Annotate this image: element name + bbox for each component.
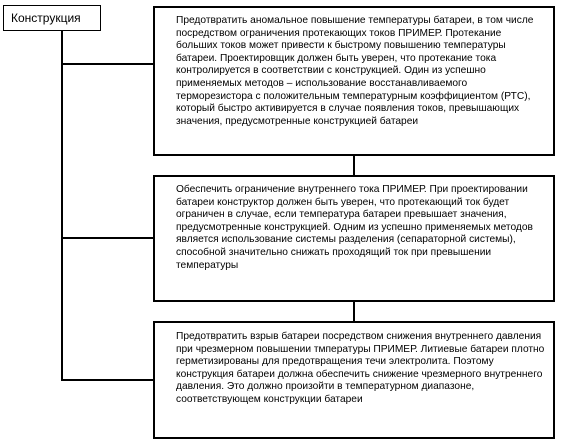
requirement-box-2 — [153, 175, 555, 302]
requirement-text-3: Предотвратить взрыв батареи посредством снижения внутреннего давления при чрезмерном повышении тмпературы ПРИМЕР. Литиевые батареи плотно герметизированы для предотвращения течи электролита. Поэтому конструкция батареи должна обеспечить снижение чрезмерного внутреннего давления. Это должно произойти в температурном диапазоне, соответствующем конструкции батареи — [176, 331, 545, 405]
requirement-text-2: Обеспечить ограничение внутреннего тока ПРИМЕР. При проектировании батареи конструктор должен быть уверен, что протекающий ток будет ограничен в случае, если температура батареи превышает значения, предусмотренные конструкцией. Одним из успешно применяемых методов является использование системы разделения (сепараторной системы), способной значительно снижать проходящий ток при превышении температуры — [176, 184, 533, 271]
trunk-connector-line — [61, 31, 63, 380]
branch-connector-line-2 — [61, 237, 154, 239]
box-link-line-2-3 — [353, 302, 355, 321]
root-node-label: Конструкция — [11, 11, 81, 25]
branch-connector-line-1 — [61, 63, 154, 65]
requirement-box-1 — [153, 6, 555, 156]
root-node-box — [3, 5, 101, 31]
box-link-line-1-2 — [353, 156, 355, 175]
requirement-box-3 — [153, 321, 555, 439]
requirement-text-1: Предотвратить аномальное повышение температуры батареи, в том числе посредством ограничения протекающих токов ПРИМЕР. Протекание больших токов может привести к быстрому повышению температуры батареи. Проектировщик должен быть уверен, что протекание тока контролируется в соответствии с конструкцией. Один из успешно применяемых методов – использование восстанавливаемого терморезистора с положительным температурным коэффициентом (РТС), который быстро активируется в случае появления токов, превышающих значения, предусмотренные конструкцией батареи — [176, 15, 534, 127]
branch-connector-line-3 — [61, 379, 154, 381]
